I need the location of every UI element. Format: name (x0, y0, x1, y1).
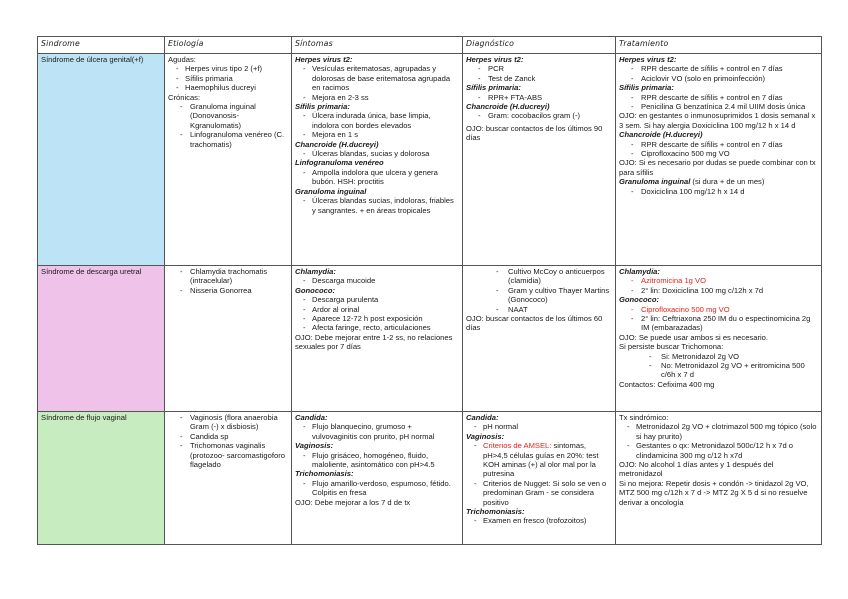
trich-intro: Si persiste buscar Trichomona: (619, 342, 724, 352)
list-item: - Flujo amarillo-verdoso, espumoso, fétido. Colpitis en fresa (295, 479, 459, 498)
header-row (38, 37, 822, 54)
list-item: - Vesículas eritematosas, agrupadas y dolorosas de base eritematosa agrupada en racimos (295, 64, 459, 92)
cell-etiologia-ulcera (165, 54, 292, 266)
herpes-dx (466, 64, 612, 83)
trich-symptoms (295, 479, 459, 498)
cell-syndrome-flujo: Síndrome de flujo vaginal (38, 412, 165, 545)
note-mejora: OJO: Debe mejorar a los 7 d de tx (295, 497, 411, 507)
row-ulcera-genital (38, 54, 822, 266)
subheading: Trichomoniasis: (466, 507, 525, 517)
header-tratamiento: Tratamiento (616, 37, 822, 54)
row-descarga-uretral (38, 266, 822, 412)
sifilis-symptoms (295, 111, 459, 139)
gonococo-symptoms (295, 295, 459, 333)
contactos-tx: Contactos: Cefixima 400 mg (619, 379, 715, 389)
cell-etiologia-flujo (165, 412, 292, 545)
list-item: - Mejora en 1 s (295, 130, 459, 139)
herpes-symptoms (295, 64, 459, 102)
list-item: - Flujo blanquecino, grumoso + vulvovaginitis con prurito, pH normal (295, 422, 459, 441)
agudas-label: Agudas: (168, 55, 196, 64)
list-item: - Flujo grisáceo, homogéneo, fluido, maloliente, asintomático con pH>4.5 (295, 451, 459, 470)
header-diagnostico: Diagnóstico (463, 37, 616, 54)
gonococo-tx (619, 305, 818, 333)
flujo-etiology-list (168, 413, 288, 469)
list-item: - Gram: cocobacilos gram (-) (466, 111, 612, 120)
subheading: Trichomoniasis: (295, 469, 354, 479)
list-item: - Si: Metronidazol 2g VO (619, 352, 818, 361)
list-item: - Vaginosis (flora anaerobia Gram (-) x disbiosis) (168, 413, 288, 432)
granuloma-note: (si dura + de un mes) (690, 177, 765, 187)
cell-diagnostico-flujo (463, 412, 616, 545)
list-item: - 2° lin: Ceftriaxona 250 IM du o espectinomicina 2g IM (embarazadas) (619, 314, 818, 333)
cell-tratamiento-ulcera (616, 54, 822, 266)
cell-sintomas-uretral (292, 266, 463, 412)
list-item-highlight: - Ciprofloxacino 500 mg VO (619, 305, 818, 314)
agudas-list (168, 64, 288, 92)
header-sindrome: Sindrome (38, 37, 165, 54)
subheading: Herpes virus t2: (295, 55, 353, 64)
subheading: Candida: (295, 413, 328, 422)
chlamydia-tx (619, 276, 818, 295)
syndrome-table (37, 36, 822, 545)
list-item: - RPR descarte de sífilis + control en 7 días (619, 140, 818, 149)
list-item: - Afecta faringe, recto, articulaciones (295, 323, 459, 332)
note-sifilis: OJO: en gestantes o inmunosuprimidos 1 dosis semanal x 3 sem. Si hay alergia Doxiciclina 100 mg/12 h x 14 d (619, 111, 816, 130)
list-item (466, 441, 612, 479)
vaginosis-symptoms (295, 451, 459, 470)
list-item-highlight: - Azitromicina 1g VO (619, 276, 818, 285)
cell-syndrome-uretral: Síndrome de descarga uretral (38, 266, 165, 412)
candida-symptoms (295, 422, 459, 441)
subheading: Sífilis primaria: (466, 83, 521, 93)
amsel-text: sintomas, pH>4,5 células guías en 20%: test KOH aminas (+) al olor mal por la putresina (483, 441, 599, 479)
cronicas-list (168, 102, 288, 149)
list-item: - Criterios de Nugget: Si solo se ven o predominan Gram - se considera positivo (466, 479, 612, 507)
subheading: Granuloma inguinal (295, 186, 367, 196)
cell-tratamiento-flujo (616, 412, 822, 545)
list-item: - Úlceras blandas, sucias y dolorosa (295, 149, 459, 158)
subheading: Chlamydia: (619, 267, 660, 276)
subheading: Chancroide (H.ducreyi) (295, 139, 379, 149)
subheading: Vaginosis: (466, 431, 505, 441)
trich-dx (466, 516, 612, 525)
subheading: Granuloma inguinal (619, 177, 691, 187)
list-item: - Úlceras blandas sucias, indoloras, friables y sangrantes. + en áreas tropicales (295, 196, 459, 215)
subheading: Sífilis primaria: (619, 83, 674, 93)
note-contactos: OJO: buscar contactos de los últimos 90 días (466, 123, 603, 143)
list-item: - Ampolla indolora que ulcera y genera bubón. HSH: proctitis (295, 168, 459, 187)
candida-dx (466, 422, 612, 431)
cell-diagnostico-uretral (463, 266, 616, 412)
chancroide-tx (619, 140, 818, 159)
list-item: - Candida sp (168, 432, 288, 441)
uretral-etiology-list (168, 267, 288, 295)
list-item: - PCR (466, 64, 612, 73)
list-item: - Mejora en 2-3 ss (295, 93, 459, 102)
list-item: - Linfogranuloma venéreo (C. trachomatis) (168, 130, 288, 149)
list-item: - 2° lin: Doxiciclina 100 mg c/12h x 7d (619, 286, 818, 295)
subheading: Herpes virus t2: (619, 55, 677, 64)
list-item: - Granuloma inguinal (Donovanosis- Kgranulomatis) (168, 102, 288, 130)
list-item: - Doxiciclina 100 mg/12 h x 14 d (619, 187, 818, 196)
list-item: - pH normal (466, 422, 612, 431)
list-item: - Penicilina G benzatínica 2.4 mil UIIM dosis única (619, 102, 818, 111)
list-item: - Descarga mucoide (295, 276, 459, 285)
uretral-dx-list (466, 267, 612, 314)
note-mejora: OJO: Debe mejorar entre 1-2 ss, no relaciones sexuales por 7 días (295, 332, 453, 352)
list-item: - RPR descarte de sífilis + control en 7 días (619, 93, 818, 102)
list-item: - Ardor al orinal (295, 305, 459, 314)
list-item: - Trichomonas vaginalis (protozoo- sarcomastigoforo flagelado (168, 441, 288, 469)
subheading: Chancroide (H.ducreyi) (466, 102, 550, 112)
note-contactos: OJO: buscar contactos de los últimos 60 días (466, 314, 603, 333)
trich-tx (619, 352, 818, 380)
granuloma-tx (619, 187, 818, 196)
linfo-symptoms (295, 168, 459, 187)
row-flujo-vaginal (38, 412, 822, 545)
header-etiologia: Etiología (165, 37, 292, 54)
list-item: - Ciprofloxacino 500 mg VO (619, 149, 818, 158)
cell-etiologia-uretral (165, 266, 292, 412)
list-item: - Úlcera indurada única, base limpia, indolora con bordes elevados (295, 111, 459, 130)
note-ambos: OJO: Se puede usar ambos si es necesario. (619, 332, 768, 342)
subheading: Chlamydia: (295, 267, 336, 276)
list-item: - RPR+ FTA-ABS (466, 93, 612, 102)
cell-sintomas-ulcera (292, 54, 463, 266)
list-item: - Gestantes o qx: Metronidazol 500c/12 h x 7d o clindamicina 300 mg c/12 h x7d (619, 441, 818, 460)
herpes-tx (619, 64, 818, 83)
subheading: Sífilis primaria: (295, 102, 350, 112)
note-alcohol: OJO: No alcohol 1 días antes y 1 después del metronidazol (619, 460, 774, 479)
sifilis-tx (619, 93, 818, 112)
subheading: Chancroide (H.ducreyi) (619, 130, 703, 140)
tx-intro: Tx sindrómico: (619, 413, 669, 422)
list-item: - Aciclovir VO (solo en primoinfección) (619, 74, 818, 83)
subheading: Herpes virus t2: (466, 55, 524, 64)
list-item: - No: Metronidazol 2g VO + eritromicina 500 c/6h x 7 d (619, 361, 818, 380)
list-item: - Test de Zanck (466, 74, 612, 83)
sifilis-dx (466, 93, 612, 102)
list-item: - Gram y cultivo Thayer Martins (Gonococo) (466, 286, 612, 305)
list-item: - Aparece 12-72 h post exposición (295, 314, 459, 323)
chancroide-symptoms (295, 149, 459, 158)
list-item: - Descarga purulenta (295, 295, 459, 304)
cell-sintomas-flujo (292, 412, 463, 545)
subheading: Vaginosis: (295, 441, 334, 451)
chancroide-dx (466, 111, 612, 120)
vaginosis-dx (466, 441, 612, 507)
cell-syndrome-ulcera: Síndrome de úlcera genital(+f) (38, 54, 165, 266)
amsel-label: Criterios de AMSEL: (483, 441, 552, 451)
subheading: Gonococo: (619, 295, 660, 305)
list-item: - Haemophilus ducreyi (168, 83, 288, 92)
list-item: - RPR descarte de sífilis + control en 7 días (619, 64, 818, 73)
chlamydia-symptoms (295, 276, 459, 285)
subheading: Linfogranuloma venéreo (295, 158, 384, 168)
list-item: - Chlamydia trachomatis (intracelular) (168, 267, 288, 286)
granuloma-symptoms (295, 196, 459, 215)
cell-diagnostico-ulcera (463, 54, 616, 266)
list-item: - Nisseria Gonorrea (168, 286, 288, 295)
note-chancroide: OJO: Si es necesario por dudas se puede combinar con tx para sífilis (619, 158, 816, 177)
subheading: Gonococo: (295, 285, 336, 295)
cronicas-label: Crónicas: (168, 92, 201, 102)
header-sintomas: Síntomas (292, 37, 463, 54)
list-item: - Examen en fresco (trofozoitos) (466, 516, 612, 525)
list-item: - Cultivo McCoy o anticuerpos (clamidia) (466, 267, 612, 286)
subheading: Candida: (466, 413, 499, 422)
list-item: - NAAT (466, 305, 612, 314)
list-item: - Herpes virus tipo 2 (+f) (168, 64, 288, 73)
cell-tratamiento-uretral (616, 266, 822, 412)
flujo-tx-list (619, 422, 818, 460)
list-item: - Sífilis primaria (168, 74, 288, 83)
list-item: - Metronidazol 2g VO + clotrimazol 500 mg tópico (solo si hay prurito) (619, 422, 818, 441)
note-no-mejora: Si no mejora: Repetir dosis + condón -> tinidazol 2g VO, MTZ 500 mg c/12h x 7 d -> MTZ 2g X 5 d si no resuelve derivar a oncología (619, 478, 809, 507)
